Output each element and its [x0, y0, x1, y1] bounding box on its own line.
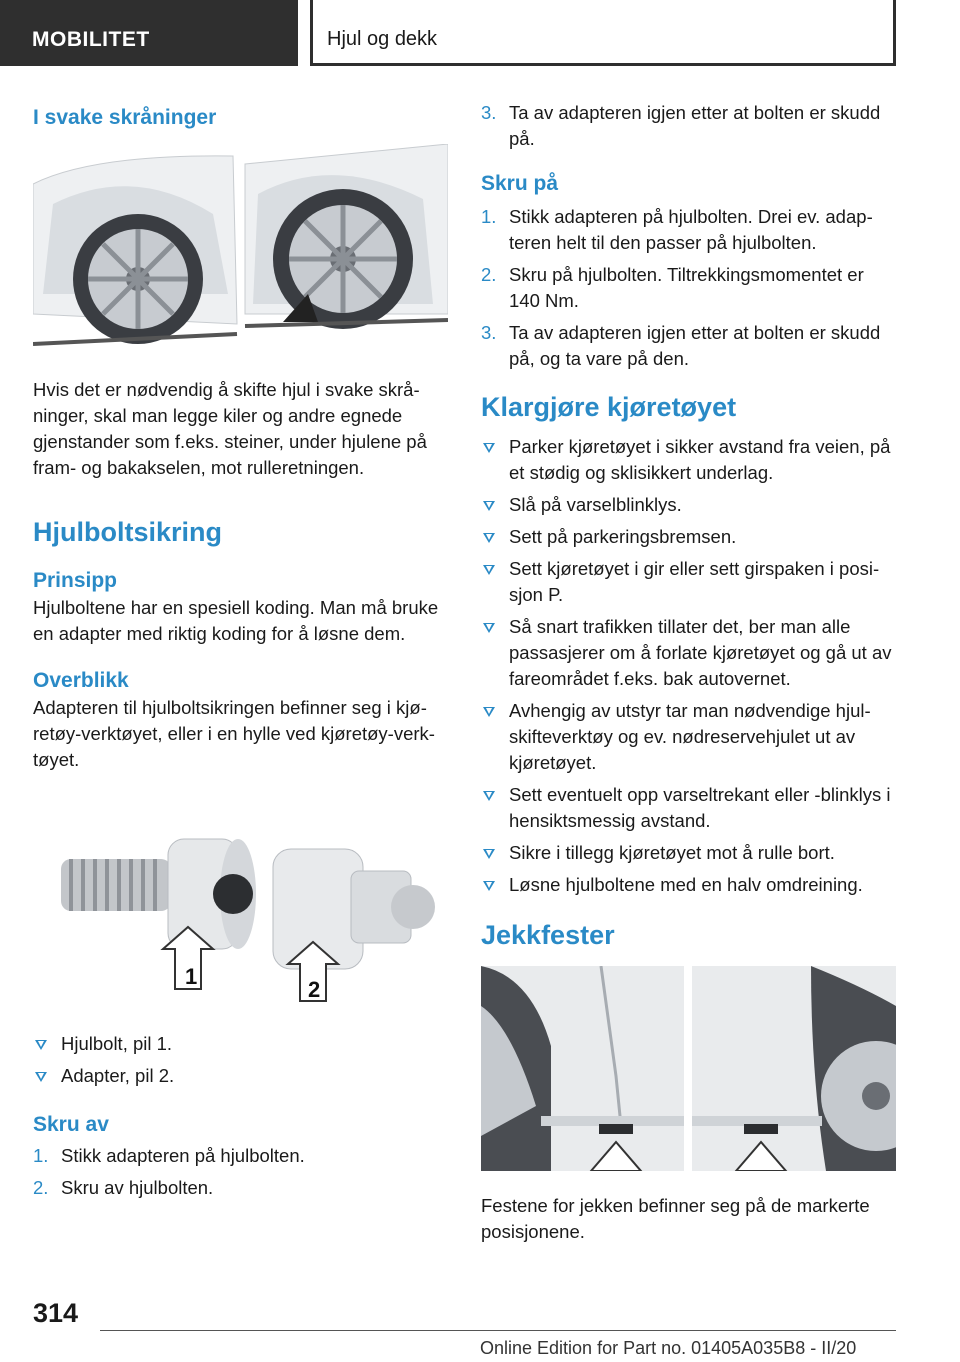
slope-text: Hvis det er nødvendig å skifte hjul i svake skråninger, skal man legge kiler og andre egnede gjenstander som f.eks. steiner, under hjulene på fram- og bakakselen, mot rulleretningen. — [33, 379, 427, 478]
figure-label-2: 2 — [308, 977, 321, 1002]
list-item: Så snart trafikken tillater det, ber man alle passasjerer om å forlate kjøretøyet og gå ut av fareområdet f.eks. bak autovernet. — [481, 614, 897, 692]
list-item: 1. Stikk adapteren på hjulbolten. Drei ev. adapteren helt til den passer på hjulbolten. — [481, 206, 873, 253]
list-item: 2. Skru på hjulbolten. Tiltrekkingsmomentet er 140 Nm. — [481, 264, 864, 311]
prepare-list — [481, 434, 897, 898]
section-title: MOBILITET — [0, 0, 298, 66]
list-item: 3. Ta av adapteren igjen etter at bolten er skudd på. — [481, 102, 881, 149]
triangle-bullet-icon — [35, 1072, 47, 1082]
prepare-heading: Klargjøre kjøretøyet — [481, 392, 737, 422]
right-column — [481, 100, 897, 1245]
list-item: 3. Ta av adapteren igjen etter at bolten er skudd på, og ta vare på den. — [481, 322, 881, 369]
triangle-bullet-icon — [483, 533, 495, 543]
chapter-title: Hjul og dekk — [310, 0, 896, 66]
footer-divider — [100, 1330, 896, 1331]
slope-heading: I svake skråninger — [33, 106, 217, 129]
triangle-bullet-icon — [483, 443, 495, 453]
page-number: 314 — [33, 1298, 79, 1328]
list-item: Slå på varselblinklys. — [481, 492, 897, 518]
jack-points-image — [481, 966, 896, 1171]
figure-label-1: 1 — [185, 964, 198, 989]
list-item: Sett på parkeringsbremsen. — [481, 524, 897, 550]
screw-steps — [481, 204, 897, 372]
unscrew-heading: Skru av — [33, 1113, 109, 1136]
triangle-bullet-icon — [483, 881, 495, 891]
triangle-bullet-icon — [483, 707, 495, 717]
screw-heading: Skru på — [481, 172, 559, 195]
lock-heading: Hjulboltsikring — [33, 517, 222, 547]
list-item: Sett kjøretøyet i gir eller sett girspaken i posisjon P. — [481, 556, 897, 608]
unscrew-steps — [33, 1143, 448, 1201]
overview-text: Adapteren til hjulboltsikringen befinner seg i kjøretøy-verktøyet, eller i en hylle ved kjøretøy-verktøyet. — [33, 697, 435, 770]
bolt-adapter-image — [33, 809, 448, 1009]
page-header — [0, 0, 960, 66]
triangle-bullet-icon — [35, 1040, 47, 1050]
unscrew-steps-continued — [481, 100, 897, 152]
list-item: Løsne hjulboltene med en halv omdreining. — [481, 872, 897, 898]
principle-text: Hjulboltene har en spesiell koding. Man må bruke en adapter med riktig koding for å løsne dem. — [33, 597, 439, 644]
triangle-bullet-icon — [483, 849, 495, 859]
jack-heading: Jekkfester — [481, 920, 615, 950]
overview-heading: Overblikk — [33, 669, 129, 692]
edition-text: Online Edition for Part no. 01405A035B8 - II/20 — [480, 1338, 857, 1358]
left-column — [33, 100, 448, 1207]
slope-wheels-image — [33, 144, 448, 349]
principle-heading: Prinsipp — [33, 569, 118, 592]
list-item: 1. Stikk adapteren på hjulbolten. — [33, 1145, 305, 1166]
triangle-bullet-icon — [483, 501, 495, 511]
overview-list — [33, 1031, 448, 1089]
list-item: Adapter, pil 2. — [33, 1063, 448, 1089]
triangle-bullet-icon — [483, 565, 495, 575]
triangle-bullet-icon — [483, 623, 495, 633]
list-item: Sett eventuelt opp varseltrekant eller -blinklys i hensiktsmessig avstand. — [481, 782, 897, 834]
list-item: Sikre i tillegg kjøretøyet mot å rulle bort. — [481, 840, 897, 866]
list-item: Avhengig av utstyr tar man nødvendige hjulskifteverktøy og ev. nødreservehjulet ut av kjøretøyet. — [481, 698, 897, 776]
jack-text: Festene for jekken befinner seg på de markerte posisjonene. — [481, 1195, 870, 1242]
list-item: Parker kjøretøyet i sikker avstand fra veien, på et stødig og sklisikkert underlag. — [481, 434, 897, 486]
triangle-bullet-icon — [483, 791, 495, 801]
list-item: Hjulbolt, pil 1. — [33, 1031, 448, 1057]
list-item: 2. Skru av hjulbolten. — [33, 1177, 214, 1198]
